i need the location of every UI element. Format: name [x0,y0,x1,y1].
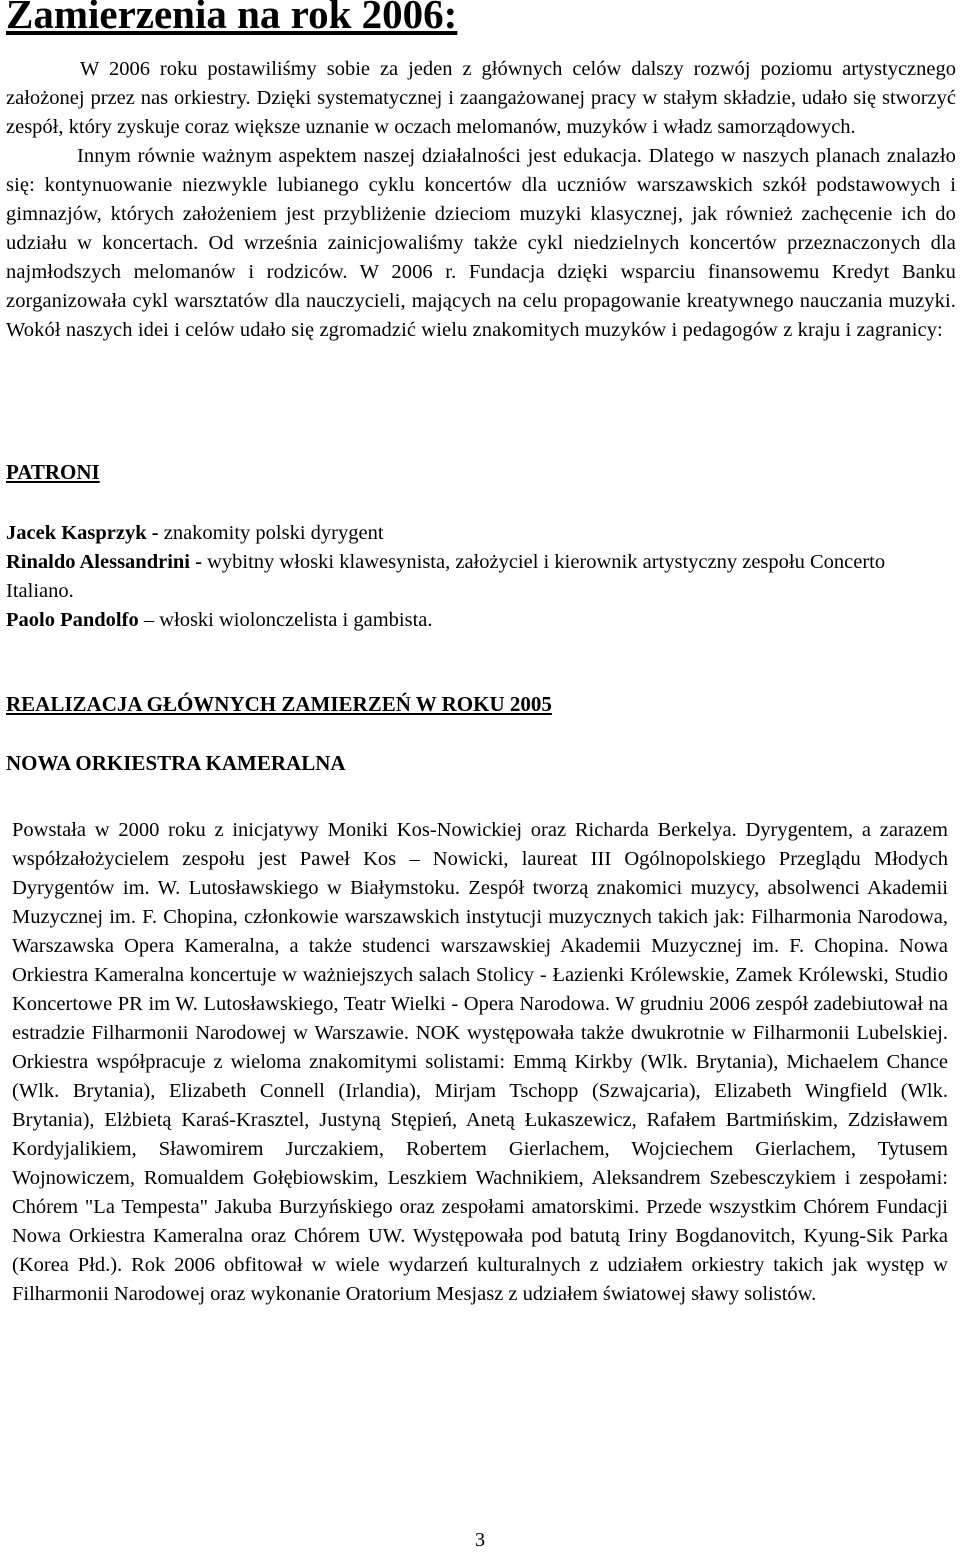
page-number: 3 [474,1529,486,1551]
goals-heading: Zamierzenia na rok 2006: [6,0,458,37]
intro-section [6,55,956,345]
patron-desc: – włoski wiolonczelista i gambista. [138,609,433,631]
patron-name: Rinaldo Alessandrini - [6,551,202,573]
patron-desc: znakomity polski dyrygent [158,522,384,544]
patron-item [6,519,926,548]
patron-name: Jacek Kasprzyk - [6,522,159,544]
nok-section [12,816,948,1309]
patrons-list [6,519,926,635]
patron-name: Paolo Pandolfo [6,609,139,631]
intro-paragraph-1: W 2006 roku postawiliśmy sobie za jeden z głównych celów dalszy rozwój poziomu artystycznego założonej przez nas orkiestry. Dzięki systematycznej i zaangażowanej pracy w stałym składzie, udało się stworzyć zespół, który zyskuje coraz większe uznanie w oczach melomanów, muzyków i władz samorządowych. [6,58,956,138]
patroni-heading: PATRONI [6,460,100,484]
patron-item [6,548,926,606]
patron-desc: wybitny włoski klawesynista, założyciel i kierownik artystyczny zespołu Concerto Italiano. [6,551,886,602]
nok-paragraph: Powstała w 2000 roku z inicjatywy Moniki Kos-Nowickiej oraz Richarda Berkelya. Dyrygentem, a zarazem współzałożycielem zespołu jest Paweł Kos – Nowicki, laureat III Ogólnopolskiego Przeglądu Młodych Dyrygentów im. W. Lutosławskiego w Białymstoku. Zespół tworzą znakomici muzycy, absolwenci Akademii Muzycznej im. F. Chopina, członkowie warszawskich instytucji muzycznych takich jak: Filharmonia Narodowa, Warszawska Opera Kameralna, a także studenci warszawskiej Akademii Muzycznej im. F. Chopina. Nowa Orkiestra Kameralna koncertuje w ważniejszych salach Stolicy - Łazienki Królewskie, Zamek Królewski, Studio Koncertowe PR im W. Lutosławskiego, Teatr Wielki - Opera Narodowa. W grudniu 2006 zespół zadebiutował na estradzie Filharmonii Narodowej w Warszawie. NOK występowała także dwukrotnie w Filharmonii Lubelskiej. Orkiestra współpracuje z wieloma znakomitymi solistami: Emmą Kirkby (Wlk. Brytania), Michaelem Chance (Wlk. Brytania), Elizabeth Connell (Irlandia), Mirjam Tschopp (Szwajcaria), Elizabeth Wingfield (Wlk. Brytania), Elżbietą Karaś-Krasztel, Justyną Stępień, Anetą Łukaszewicz, Rafałem Bartmińskim, Zdzisławem Kordyjalikiem, Sławomirem Jurczakiem, Robertem Gierlachem, Wojciechem Gierlachem, Tytusem Wojnowiczem, Romualdem Gołębiowskim, Leszkiem Wachnikiem, Aleksandrem Szebesczykiem i zespołami: Chórem "La Tempesta" Jakuba Burzyńskiego oraz zespołami amatorskimi. Przede wszystkim Chórem Fundacji Nowa Orkiestra Kameralna oraz Chórem UW. Występowała pod batutą Iriny Bogdanovitch, Kyung-Sik Parka (Korea Płd.). Rok 2006 obfitował w wiele wydarzeń kulturalnych z udziałem orkiestry takich jak występ w Filharmonii Narodowej oraz wykonanie Oratorium Mesjasz z udziałem światowej sławy solistów. [12,819,948,1305]
nok-heading: NOWA ORKIESTRA KAMERALNA [6,751,346,775]
realizacja-heading: REALIZACJA GŁÓWNYCH ZAMIERZEŃ W ROKU 2005 [6,692,552,716]
intro-paragraph-2: Innym równie ważnym aspektem naszej działalności jest edukacja. Dlatego w naszych planach znalazło się: kontynuowanie niezwykle lubianego cyklu koncertów dla uczniów warszawskich szkół podstawowych i gimnazjów, których założeniem jest przybliżenie dzieciom muzyki klasycznej, jak również zachęcenie ich do udziału w koncertach. Od września zainicjowaliśmy także cykl niedzielnych koncertów przeznaczonych dla najmłodszych melomanów i rodziców. W 2006 r. Fundacja dzięki wsparciu finansowemu Kredyt Banku zorganizowała cykl warsztatów dla nauczycieli, mających na celu propagowanie kreatywnego nauczania muzyki. Wokół naszych idei i celów udało się zgromadzić wielu znakomitych muzyków i pedagogów z kraju i zagranicy: [6,145,956,341]
patron-item [6,606,926,635]
